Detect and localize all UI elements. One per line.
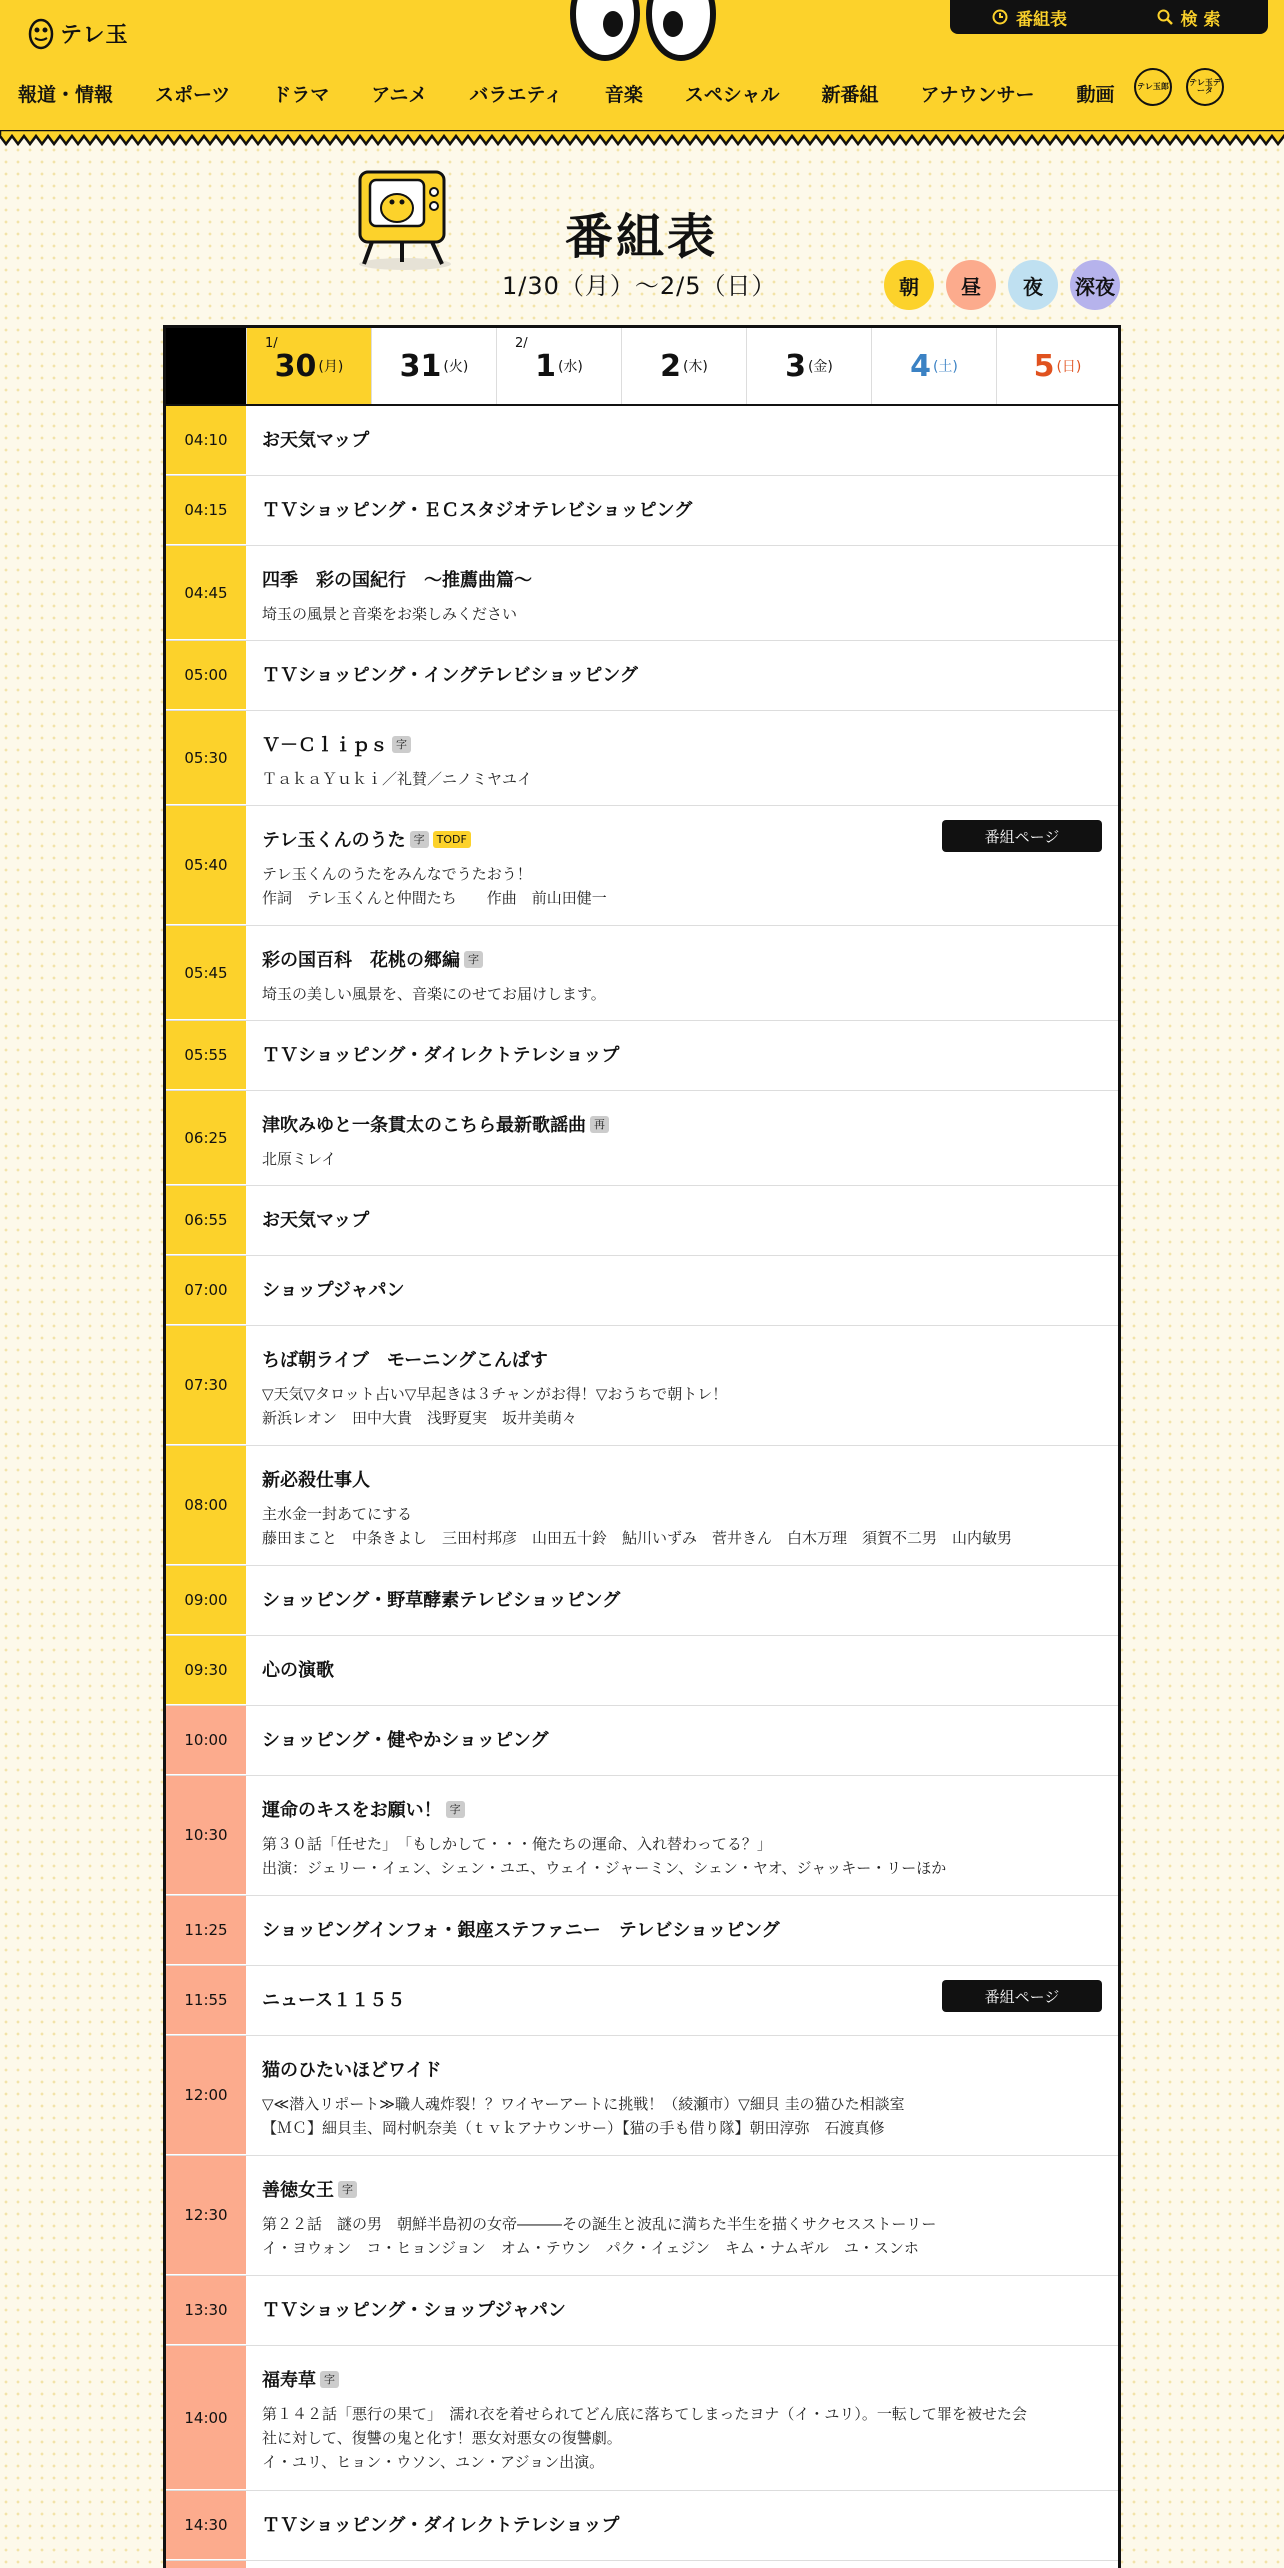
program-row	[166, 2491, 1118, 2561]
day-weekday: (土)	[932, 359, 958, 375]
day-tab[interactable]	[246, 328, 371, 404]
program-row	[166, 1256, 1118, 1326]
program-time: 11:55	[166, 1966, 246, 2035]
program-description-line: 北原ミレイ	[262, 1150, 337, 1168]
program-row	[166, 1091, 1118, 1186]
program-row	[166, 406, 1118, 476]
program-title: 善徳女王 字	[262, 2178, 1102, 2204]
teletama-data-badge[interactable]: テレ玉データ	[1186, 68, 1224, 106]
program-description	[262, 1147, 1102, 1171]
program-row	[166, 1021, 1118, 1091]
day-tab[interactable]	[996, 328, 1118, 404]
program-title: ショッピング・健やかショッピング	[262, 1730, 549, 1751]
day-weekday: (日)	[1056, 359, 1082, 375]
program-cell[interactable]	[246, 2036, 1118, 2155]
tod-evening-button[interactable]: 夜	[1008, 260, 1058, 310]
top-utility-bar	[950, 0, 1268, 34]
program-row	[166, 806, 1118, 926]
program-time: 07:30	[166, 1326, 246, 1445]
search-icon	[1157, 9, 1173, 25]
day-number: 1	[535, 348, 556, 384]
day-weekday: (木)	[682, 359, 708, 375]
program-title: お天気マップ	[262, 430, 370, 451]
day-number: 5	[1033, 348, 1055, 384]
program-cell[interactable]	[246, 2276, 1118, 2345]
program-description-line: 第１４２話「悪行の果て」 濡れ衣を着せられてどん底に落ちてしまったヨナ（イ・ユリ）。一転して罪を被せた会	[262, 2405, 1027, 2423]
program-title: ショップジャパン	[262, 1280, 405, 1301]
schedule-link[interactable]	[950, 5, 1109, 30]
search-link[interactable]	[1109, 5, 1268, 30]
program-cell[interactable]	[246, 1446, 1118, 1565]
program-row	[166, 546, 1118, 641]
site-header	[0, 0, 1284, 132]
subtitle-tag: 字	[446, 1801, 465, 1818]
day-number: 31	[399, 348, 442, 384]
program-time: 05:55	[166, 1021, 246, 1090]
day-tab[interactable]	[871, 328, 996, 404]
program-row	[166, 926, 1118, 1021]
program-title: ＴＶショッピング・ショップジャパン	[262, 2300, 566, 2321]
program-description	[262, 602, 1102, 626]
teletama-rou-badge[interactable]: テレ玉郎	[1134, 68, 1172, 106]
program-description-line: 第２２話 謎の男 朝鮮半島初の女帝―――その誕生と波乱に満ちた半生を描くサクセスストーリー	[262, 2215, 937, 2233]
program-title: ＴＶショッピング・ＥＣスタジオテレビショッピング	[262, 500, 693, 521]
program-cell[interactable]	[246, 1896, 1118, 1965]
time-of-day-selector	[884, 260, 1120, 310]
nav-anime[interactable]: アニメ	[371, 84, 428, 106]
program-list	[166, 406, 1118, 2568]
program-cell[interactable]	[246, 406, 1118, 475]
program-row	[166, 476, 1118, 546]
program-title: お天気マップ	[262, 1210, 370, 1231]
program-row	[166, 1896, 1118, 1966]
program-title: ショッピング・野草酵素テレビショッピング	[262, 1590, 621, 1611]
program-title: ニュース１１５５	[262, 1990, 406, 2011]
subtitle-tag: 字	[464, 951, 483, 968]
subtitle-tag: 字	[410, 831, 429, 848]
clock-icon	[992, 9, 1008, 25]
program-cell[interactable]	[246, 546, 1118, 640]
logo-text: テレ玉	[60, 22, 129, 48]
program-page-button[interactable]: 番組ページ	[942, 1980, 1102, 2012]
program-title: 福寿草 字	[262, 2368, 1102, 2394]
program-cell[interactable]	[246, 476, 1118, 545]
program-cell[interactable]	[246, 1966, 1118, 2035]
program-row	[166, 1326, 1118, 1446]
tv-mascot-icon	[350, 168, 460, 272]
program-time: 07:00	[166, 1256, 246, 1325]
main-nav	[18, 80, 1115, 107]
rerun-tag: 再	[590, 1116, 609, 1133]
program-title: ＴＶショッピング・イングテレビショッピング	[262, 665, 638, 686]
day-tabs	[166, 328, 1118, 406]
nav-music[interactable]: 音楽	[604, 84, 643, 106]
header-zigzag-divider	[0, 130, 1284, 150]
tod-noon-button[interactable]: 昼	[946, 260, 996, 310]
day-tab[interactable]	[621, 328, 746, 404]
nav-videos[interactable]: 動画	[1076, 84, 1115, 106]
program-title: テレ玉くんのうた 字 TODF	[262, 828, 1102, 854]
program-schedule	[163, 325, 1121, 2568]
program-cell[interactable]	[246, 1706, 1118, 1775]
program-description-line: 出演：ジェリー・イェン、シェン・ユエ、ウェイ・ジャーミン、シェン・ヤオ、ジャッキー・リーほか	[262, 1859, 947, 1877]
program-description	[262, 2402, 1102, 2474]
program-description	[262, 2092, 1102, 2140]
program-time: 05:40	[166, 806, 246, 925]
program-time: 09:00	[166, 1566, 246, 1635]
nav-drama[interactable]: ドラマ	[272, 84, 330, 106]
program-row	[166, 1566, 1118, 1636]
program-description	[262, 767, 1102, 791]
program-description-line: 社に対して、復讐の鬼と化す！悪女対悪女の復讐劇。	[262, 2429, 622, 2447]
program-row	[166, 2156, 1118, 2276]
nav-new-programs[interactable]: 新番組	[821, 84, 879, 106]
day-weekday: (金)	[807, 359, 833, 375]
program-description-line: 主水金一封あてにする	[262, 1505, 413, 1523]
program-description-line: 埼玉の美しい風景を、音楽にのせてお届けします。	[262, 985, 606, 1003]
program-description-line: イ・ユリ、ヒョン・ウソン、ユン・アジョン出演。	[262, 2453, 605, 2471]
program-description-line: 第３０話「任せた」 「もしかして・・・俺たちの運命、入れ替わってる？」	[262, 1835, 772, 1853]
program-cell[interactable]	[246, 2561, 1118, 2568]
search-link-label: 検 索	[1180, 9, 1221, 30]
program-row	[166, 2036, 1118, 2156]
program-description-line: 埼玉の風景と音楽をお楽しみください	[262, 605, 518, 623]
program-title: 心の演歌	[262, 1660, 334, 1681]
program-row	[166, 1636, 1118, 1706]
program-time: 06:55	[166, 1186, 246, 1255]
program-title: ちば朝ライブ モーニングこんぱす	[262, 1350, 548, 1371]
program-description-line: ▽天気▽タロット占い▽早起きは３チャンがお得！▽おうちで朝トレ！	[262, 1385, 728, 1403]
program-title: 彩の国百科 花桃の郷編 字	[262, 948, 1102, 974]
program-row	[166, 2561, 1118, 2568]
program-cell[interactable]	[246, 2491, 1118, 2560]
program-title: 新必殺仕事人	[262, 1470, 370, 1491]
program-row	[166, 1446, 1118, 1566]
day-tab[interactable]	[746, 328, 871, 404]
program-cell[interactable]	[246, 711, 1118, 805]
program-description-line: イ・ヨウォン コ・ヒョンジョン オム・テウン パク・イェジン キム・ナムギル ユ・スンホ	[262, 2239, 919, 2257]
program-time: 13:30	[166, 2276, 246, 2345]
program-title: 運命のキスをお願い！ 字	[262, 1798, 1102, 1824]
day-weekday: (月)	[318, 359, 344, 375]
program-time: 04:15	[166, 476, 246, 545]
program-time	[166, 2561, 246, 2568]
day-number: 30	[274, 348, 317, 384]
subtitle-tag: 字	[392, 736, 411, 753]
nav-badges	[1134, 68, 1224, 106]
program-page-button[interactable]: 番組ページ	[942, 820, 1102, 852]
day-tabs-corner	[166, 328, 246, 404]
program-cell[interactable]	[246, 1636, 1118, 1705]
nav-announcers[interactable]: アナウンサー	[920, 84, 1035, 106]
program-title: ＴＶショッピング・ダイレクトテレショップ	[262, 2515, 620, 2536]
subtitle-tag: 字	[338, 2181, 357, 2198]
program-cell[interactable]	[246, 1091, 1118, 1185]
day-tab[interactable]	[371, 328, 496, 404]
program-row	[166, 641, 1118, 711]
program-description-line: 【ＭＣ】細貝圭、岡村帆奈美（ｔｖｋアナウンサー）【猫の手も借り隊】朝田淳弥 石渡真修	[262, 2119, 885, 2137]
program-row	[166, 1186, 1118, 1256]
program-description	[262, 862, 1102, 910]
program-description-line: 新浜レオン 田中大貴 浅野夏実 坂井美萌々	[262, 1409, 578, 1427]
subtitle-tag: 字	[320, 2371, 339, 2388]
program-time: 05:30	[166, 711, 246, 805]
program-description-line: 藤田まこと 中条きよし 三田村邦彦 山田五十鈴 鮎川いずみ 菅井きん 白木万理 須賀不二男 山内敏男	[262, 1529, 1013, 1547]
program-time: 10:00	[166, 1706, 246, 1775]
day-number: 4	[910, 348, 931, 384]
nav-variety[interactable]: バラエティ	[469, 84, 563, 106]
program-cell[interactable]	[246, 926, 1118, 1020]
program-time: 05:45	[166, 926, 246, 1020]
program-description	[262, 1832, 1102, 1880]
day-month: 2/	[515, 336, 528, 351]
program-description	[262, 2212, 1102, 2260]
program-time: 11:25	[166, 1896, 246, 1965]
program-title: ショッピングインフォ・銀座ステファニー テレビショッピング	[262, 1920, 780, 1941]
program-title: ＴＶショッピング・ダイレクトテレショップ	[262, 1045, 620, 1066]
day-number: 3	[785, 348, 806, 384]
day-weekday: (水)	[557, 359, 583, 375]
schedule-link-label: 番組表	[1016, 9, 1067, 30]
program-description	[262, 1502, 1102, 1550]
mascot-eyes-icon	[568, 0, 718, 64]
program-time: 04:10	[166, 406, 246, 475]
page-title: 番組表	[565, 209, 719, 265]
program-cell[interactable]	[246, 1186, 1118, 1255]
program-description	[262, 982, 1102, 1006]
program-cell[interactable]	[246, 2346, 1118, 2490]
program-title: 猫のひたいほどワイド	[262, 2060, 442, 2081]
program-time: 08:00	[166, 1446, 246, 1565]
teletama-mascot-icon	[28, 16, 54, 50]
program-time: 04:45	[166, 546, 246, 640]
program-time: 05:00	[166, 641, 246, 710]
program-cell[interactable]	[246, 2156, 1118, 2275]
program-cell[interactable]	[246, 806, 1118, 925]
program-cell[interactable]	[246, 1776, 1118, 1895]
site-logo[interactable]	[28, 16, 129, 50]
program-row	[166, 2276, 1118, 2346]
date-range: 1/30（月）〜2/5（日）	[502, 272, 777, 300]
program-row	[166, 1776, 1118, 1896]
program-cell[interactable]	[246, 1021, 1118, 1090]
program-row	[166, 1966, 1118, 2036]
program-cell[interactable]	[246, 641, 1118, 710]
program-time: 12:30	[166, 2156, 246, 2275]
program-description-line: 作詞 テレ玉くんと仲間たち 作曲 前山田健一	[262, 889, 607, 907]
program-time: 10:30	[166, 1776, 246, 1895]
program-description-line: テレ玉くんのうたをみんなでうたおう！	[262, 865, 532, 883]
program-description-line: ▽≪潜入リポート≫職人魂炸裂！？ワイヤーアートに挑戦！（綾瀬市）▽細貝 圭の猫ひた相談室	[262, 2095, 905, 2113]
day-weekday: (火)	[443, 359, 469, 375]
nav-special[interactable]: スペシャル	[684, 84, 780, 106]
nav-news[interactable]: 報道・情報	[18, 84, 114, 106]
day-month: 1/	[265, 336, 278, 351]
day-tab[interactable]	[496, 328, 621, 404]
program-time: 14:30	[166, 2491, 246, 2560]
program-cell[interactable]	[246, 1256, 1118, 1325]
program-time: 06:25	[166, 1091, 246, 1185]
program-time: 09:30	[166, 1636, 246, 1705]
program-cell[interactable]	[246, 1326, 1118, 1445]
program-title: 四季 彩の国紀行 ～推薦曲篇～	[262, 570, 532, 591]
program-row	[166, 1706, 1118, 1776]
program-description-line: ＴａｋａＹｕｋｉ／礼賛／ニノミヤユイ	[262, 770, 533, 788]
program-title: 津吹みゆと一条貫太のこちら最新歌謡曲 再	[262, 1113, 1102, 1139]
tod-latenight-button[interactable]: 深夜	[1070, 260, 1120, 310]
program-row	[166, 2346, 1118, 2491]
program-time: 14:00	[166, 2346, 246, 2490]
program-title: Ｖ－Ｃｌｉｐｓ 字	[262, 733, 1102, 759]
program-cell[interactable]	[246, 1566, 1118, 1635]
program-description	[262, 1382, 1102, 1430]
program-time: 12:00	[166, 2036, 246, 2155]
nav-sports[interactable]: スポーツ	[155, 84, 231, 106]
tod-morning-button[interactable]: 朝	[884, 260, 934, 310]
program-row	[166, 711, 1118, 806]
todf-tag: TODF	[433, 831, 471, 848]
day-number: 2	[660, 348, 681, 384]
